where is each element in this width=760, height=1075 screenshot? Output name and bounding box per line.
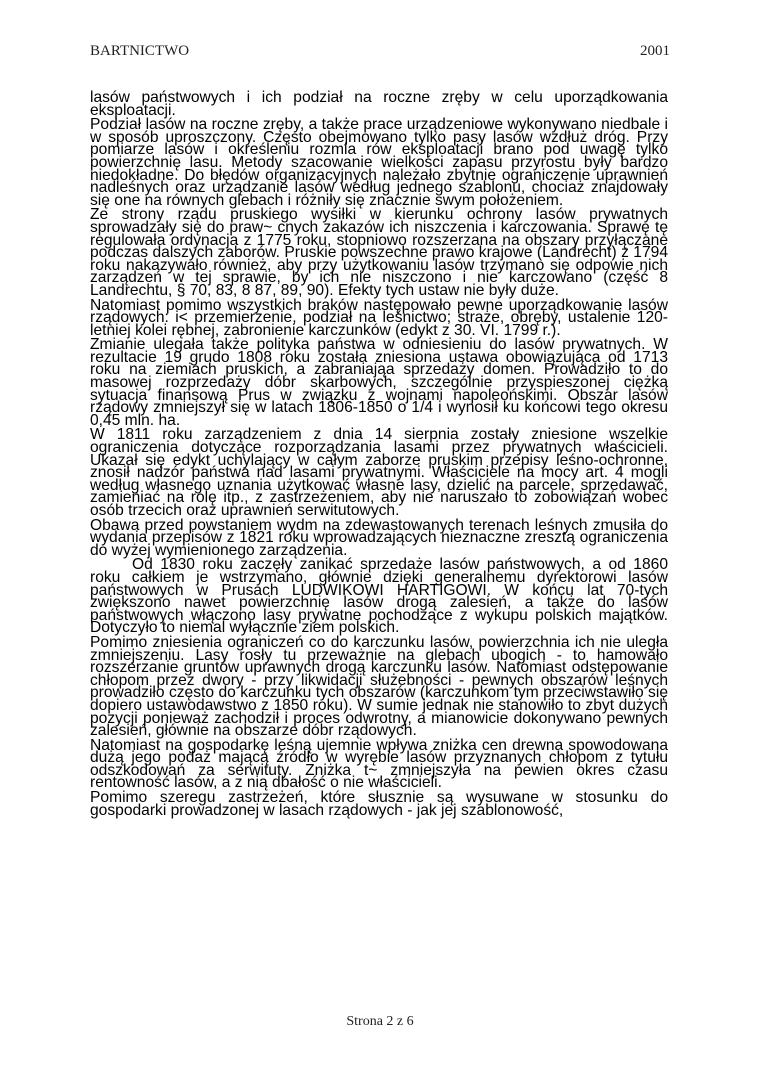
page-number: Strona 2 z 6 xyxy=(346,1014,414,1029)
paragraph: Od 1830 roku zaczęły zanikać sprzedaże lasów państwowych, a od 1860 roku całkiem je wstrzymano, głównie dzięki generalnemu dyrektorowi lasów państwowych w Prusach LUDWIKOWI HARTIGOWI. W końcu lat 70-tych zwiększono nawet powierzchnię lasów drogą zalesień, a także do lasów państwowych włączono lasy prywatne pochodzące z wykupu polskich majątków. Dotyczyło to niemal wyłącznie ziem polskich. xyxy=(90,556,668,637)
header-title: BARTNICTWO xyxy=(90,43,190,59)
page-header xyxy=(90,42,670,60)
paragraph: Pomimo zniesienia ograniczeń co do karczunku lasów, powierzchnia ich nie uległa zmniejszeniu. Lasy rosły tu przeważnie na glebach ubogich - to hamowało rozszerzanie gruntów uprawnych drogą karczunku lasów. Natomiast odstępowanie chłopom przez dwory - przy likwidacji służebności - pewnych obszarów leśnych prowadziło często do karczunku tych obszarów (karczunkom tym przeciwstawiło się dopiero ustawodawstwo z 1850 roku). W sumie jednak nie stanowiło to zbyt dużych pozycji ponieważ zachodził i proces odwrotny, a mianowicie dokonywano pewnych zalesień, głównie na obszarze dóbr rządowych. xyxy=(90,633,668,740)
document-body xyxy=(90,89,668,819)
paragraph: W 1811 roku zarządzeniem z dnia 14 sierpnia zostały zniesione wszelkie ograniczenia dotyczące rozporządzania lasami przez prywatnych właścicieli. Ukazał się edykt uchylający w całym zaborze pruskim przepisy leśno-ochronne, znosił nadzór państwa nad lasami prywatnymi. Właściciele na mocy art. 4 mogli według własnego uznania użytkować własne lasy, dzielić na parcele, sprzedawać, zamieniać na rolę itp., z zastrzeżeniem, aby nie naruszało to zobowiązań wobec osób trzecich oraz uprawnień serwitutowych. xyxy=(90,426,668,519)
page-footer xyxy=(0,1014,760,1030)
paragraph: Natomiast na gospodarkę leśną ujemnie wpływa zniżka cen drewna spowodowana dużą jego podaż mającą źródło w wyrębie lasów przyznanych chłopom z tytułu odszkodowań za serwituty. Zniżka t~ zmniejszyła na pewien okres czasu rentowność lasów, a z nią dbałość o nie właścicieli. xyxy=(90,736,668,792)
paragraph: lasów państwowych i ich podział na roczne zręby w celu uporządkowania eksploatacji. xyxy=(90,89,668,119)
paragraph: Zmianie ulegała także polityka państwa w odniesieniu do lasów prywatnych. W rezultacie 19 grudo 1808 roku została zniesiona ustawa obowiązująca od 1713 roku na ziemiach pruskich, a zabraniająa sprzedaży domen. Prowadziło to do masowej rozprzedaży dóbr skarbowych, szczególnie przyspieszonej ciężką sytuacja finansową Prus w związku z wojnami napoleońskimi. Obszar lasów rządowy zmniejszył się w latach 1806-1850 o 1/4 i wynosił ku końcowi tego okresu 0,45 mln. ha. xyxy=(90,336,668,429)
paragraph: Ze strony rządu pruskiego wysiłki w kierunku ochrony lasów prywatnych sprowadzały się do praw~ cnych zakazów ich niszczenia i karczowania. Sprawę tę regulowała ordynacja z 1775 roku, stopniowo rozszerzana na obszary przyłączane podczas dalszych zaborów. Pruskie powszechne prawo krajowe (Landrecht) z 1794 roku nakazywało również, aby przy użytkowaniu lasów trzymano się odpowie nich zarządzeń w tej sprawie, by ich nie niszczono i nie karczowano (część 8 Landrechtu, § 70, 83, 8 87, 89, 90). Efekty tych ustaw nie były duże. xyxy=(90,206,668,299)
paragraph: Obawa przed powstaniem wydm na zdewastowanych terenach leśnych zmusiła do wydania przepisów z 1821 roku wprowadzających nieznaczne zresztą ograniczenia do wyżej wymienionego zarządzenia. xyxy=(90,516,668,559)
header-year: 2001 xyxy=(640,43,670,59)
paragraph: Podział lasów na roczne zręby, a także prace urządzeniowe wykonywano niedbale i w sposób uproszczony. Często obejmowano tylko pasy lasów wzdłuż dróg. Przy pomiarze lasów i określeniu rozmia rów eksploatacji brano pod uwagę tylko powierzchnię lasu. Metody szacowanie wielkości zapasu przyrostu były bardzo niedokładne. Do błędów organizacyjnych należało zbytnie ograniczenie uprawnień nadleśnych oraz urządzanie lasów według jednego szablonu, chociaż znajdowały się one na równych glebach i różniły się znacznie swym położeniem. xyxy=(90,116,668,209)
paragraph: Pomimo szeregu zastrzeżeń, które słusznie są wysuwane w stosunku do gospodarki prowadzonej w lasach rządowych - jak jej szablonowość, xyxy=(90,789,668,819)
paragraph: Natomiast pomimo wszystkich braków następowało pewne uporządkowanie lasów rządowych: i< przemierzenie, podział na leśnictwo; straże, obręby, ustalenie 120-letniej kolei rębnej, zabronienie karczunków (edykt z 30. VI. 1799 r.). xyxy=(90,296,668,339)
